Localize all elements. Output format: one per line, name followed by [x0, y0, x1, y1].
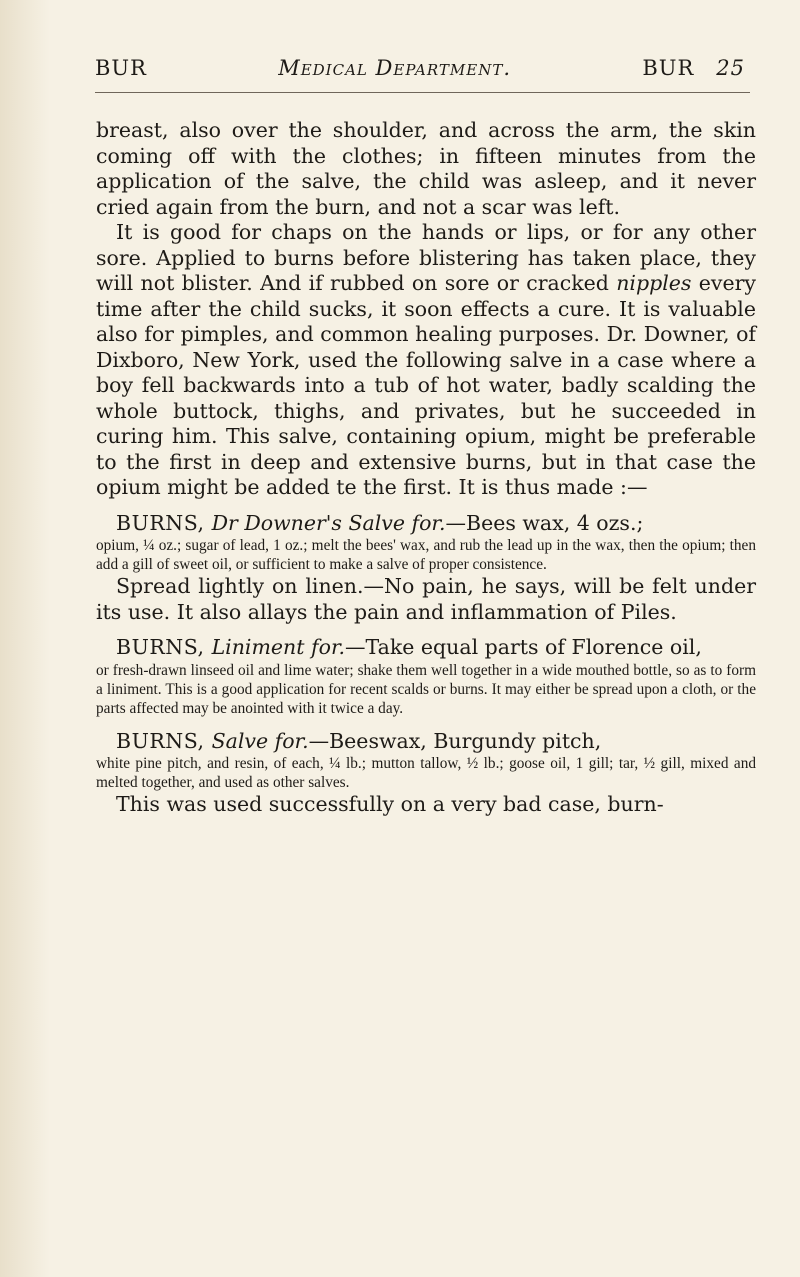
recipe-2-head: BURNS, [116, 635, 212, 660]
recipe-1-title: Dr Downer's Salve for. [211, 510, 446, 535]
header-right-word: BUR [642, 56, 695, 80]
recipe-1-lead: —Bees wax, 4 ozs.; [445, 510, 644, 535]
paragraph-2-part-a: It is good for chaps on the hands or lips, or for any other sore. Applied to burns before blistering has taken place, they will not blister. And if rubbed on sore or cracked [96, 220, 756, 295]
recipe-3-body: white pine pitch, and resin, of each, ¼ lb.; mutton tallow, ½ lb.; goose oil, 1 gill; tar, ½ gill, mixed and melted together, and used as other salves. [96, 755, 756, 792]
recipe-1-body: opium, ¼ oz.; sugar of lead, 1 oz.; melt the bees' wax, and rub the lead up in the wax, then the opium; then add a gill of sweet oil, or sufficient to make a salve of proper consistence. [96, 537, 756, 574]
page-edge-shadow [0, 0, 50, 1277]
recipe-1-heading-line [96, 511, 756, 537]
page-number: 25 [716, 56, 745, 80]
recipe-2-body: or fresh-drawn linseed oil and lime water; shake them well together in a wide mouthed bottle, so as to form a liniment. This is a good application for recent scalds or burns. It may either be spread upon a cloth, or the parts affected may be anointed with it twice a day. [96, 661, 756, 718]
header-title: Medical Department. [278, 56, 512, 80]
recipe-salve [96, 729, 756, 793]
recipe-3-title: Salve for. [211, 728, 309, 753]
recipe-1-head: BURNS, [116, 510, 212, 535]
page-body [96, 118, 756, 818]
header-rule [95, 92, 750, 93]
paragraph-4: This was used successfully on a very bad case, burn- [116, 792, 664, 817]
recipe-3-head: BURNS, [116, 728, 212, 753]
running-header [95, 56, 745, 80]
paragraph-1: breast, also over the shoulder, and across the arm, the skin coming off with the clothes; in fifteen minutes from the application of the salve, the child was asleep, and it never cried again from the burn, and not a scar was left. [96, 118, 756, 219]
paragraph-2-italic: nipples [616, 271, 692, 295]
recipe-3-lead: —Beeswax, Burgundy pitch, [308, 728, 602, 753]
recipe-downers-salve [96, 511, 756, 575]
header-left-word: BUR [95, 56, 147, 80]
recipe-2-heading-line [96, 635, 756, 661]
paragraph-2 [96, 220, 756, 501]
recipe-2-title: Liniment for. [211, 635, 346, 660]
paragraph-2-part-b: every time after the child sucks, it soon effects a cure. It is valuable also for pimples, and common healing purposes. Dr. Downer, of Dixboro, New York, used the following salve in a case where a boy fell backwards into a tub of hot water, badly scalding the whole buttock, thighs, and privates, but he succeeded in curing him. This salve, containing opium, might be preferable to the first in deep and extensive burns, but in that case the opium might be added te the first. It is thus made :— [96, 271, 756, 499]
recipe-liniment [96, 635, 756, 718]
recipe-3-heading-line [96, 729, 756, 755]
paragraph-3: Spread lightly on linen.—No pain, he says, will be felt under its use. It also allays the pain and inflammation of Piles. [96, 574, 756, 624]
recipe-2-lead: —Take equal parts of Florence oil, [345, 635, 702, 660]
